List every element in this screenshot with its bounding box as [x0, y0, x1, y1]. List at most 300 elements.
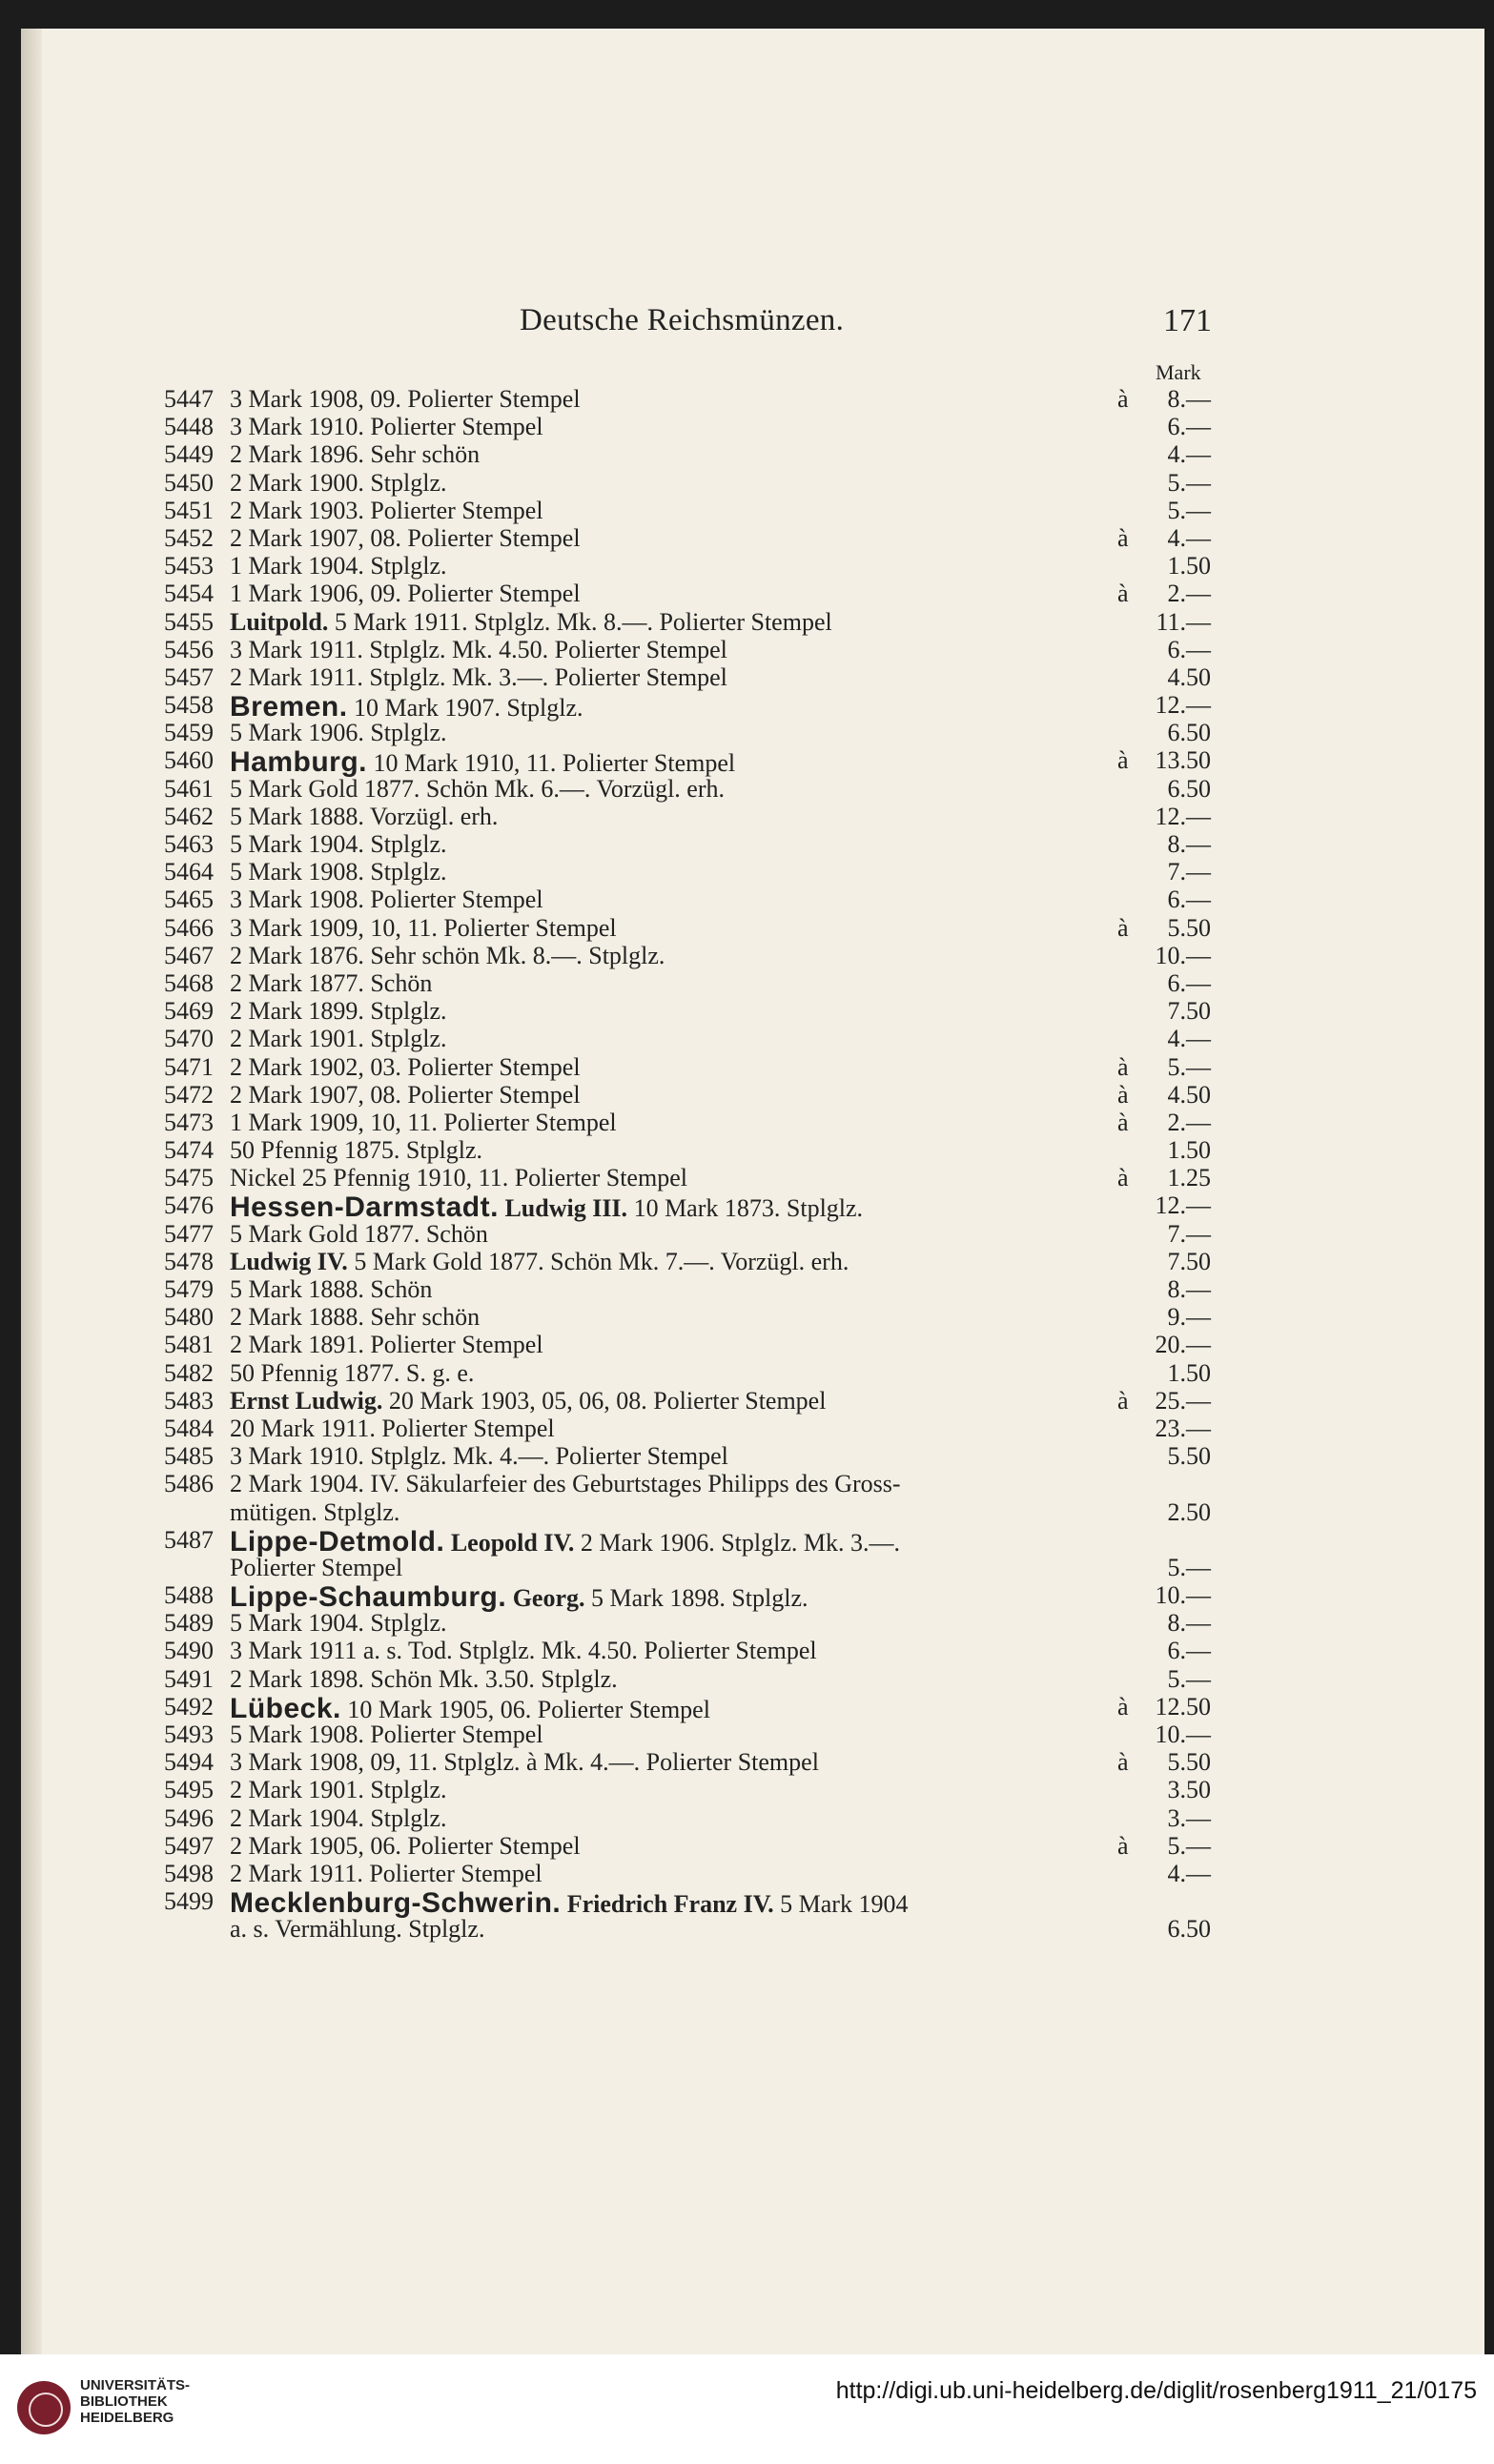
running-header: [0, 303, 1494, 345]
entry-price: 4.—: [1167, 1025, 1211, 1053]
entry-number: 5492: [164, 1692, 214, 1721]
entry-description: [230, 1609, 447, 1638]
entry-description: [230, 1470, 901, 1498]
catalog-entry: [0, 1498, 1494, 1526]
entry-price: 8.—: [1167, 1275, 1211, 1303]
per-piece-marker: à: [1117, 385, 1129, 413]
entry-description: [230, 1554, 402, 1582]
entry-number: 5464: [164, 858, 214, 886]
entry-text: 1 Mark 1904. Stplglz.: [230, 552, 447, 580]
entry-number: 5484: [164, 1414, 214, 1442]
entry-number: 5461: [164, 774, 214, 803]
entry-description: [230, 1081, 581, 1110]
catalog-entry: [0, 1164, 1494, 1191]
catalog-entry: [0, 552, 1494, 580]
entry-text: 10 Mark 1905, 06. Polierter Stempel: [347, 1695, 710, 1723]
state-heading: Lippe-Detmold.: [230, 1525, 445, 1558]
entry-price: 6.50: [1167, 1915, 1211, 1944]
per-piece-marker: à: [1117, 1831, 1129, 1860]
page-title: Deutsche Reichsmünzen.: [520, 303, 845, 337]
entry-price: 2.—: [1167, 580, 1211, 608]
entry-number: 5451: [164, 496, 214, 524]
entry-price: 4.50: [1167, 662, 1211, 691]
entry-number: 5466: [164, 913, 214, 942]
catalog-entry: [0, 663, 1494, 691]
entry-number: 5479: [164, 1275, 214, 1303]
entry-text: 3 Mark 1908. Polierter Stempel: [230, 886, 543, 914]
entry-price: 8.—: [1167, 1609, 1211, 1638]
entry-price: 12.—: [1155, 691, 1211, 720]
catalog-entry: [0, 1804, 1494, 1832]
entry-text: 3 Mark 1908, 09. Polierter Stempel: [230, 385, 581, 413]
entry-text: 10 Mark 1907. Stplglz.: [354, 694, 583, 723]
entry-description: [230, 719, 447, 747]
entry-text: 5 Mark Gold 1877. Schön Mk. 7.—. Vorzügl. erh.: [354, 1247, 849, 1275]
entry-price: 10.—: [1155, 1581, 1211, 1610]
entry-number: 5453: [164, 552, 214, 580]
per-piece-marker: à: [1117, 1386, 1129, 1415]
entry-text: 2 Mark 1902, 03. Polierter Stempel: [230, 1052, 581, 1081]
source-url-link[interactable]: http://digi.ub.uni-heidelberg.de/diglit/rosenberg1911_21/0175: [835, 2377, 1477, 2404]
entry-description: [230, 914, 617, 943]
ruler-heading: Friedrich Franz IV.: [566, 1890, 774, 1919]
per-piece-marker: à: [1117, 580, 1129, 608]
catalog-entry: [0, 1887, 1494, 1920]
catalog-entry: [0, 440, 1494, 468]
entry-text: 2 Mark 1901. Stplglz.: [230, 1025, 447, 1053]
entry-text: 2 Mark 1903. Polierter Stempel: [230, 496, 543, 524]
entry-description: [230, 1331, 543, 1359]
entry-number: 5485: [164, 1442, 214, 1471]
entry-description: [230, 1832, 581, 1861]
entry-text: 2 Mark 1891. Polierter Stempel: [230, 1331, 543, 1359]
entry-number: 5486: [164, 1470, 214, 1498]
entry-number: 5467: [164, 941, 214, 969]
university-seal-icon: [17, 2381, 71, 2434]
entry-number: 5493: [164, 1721, 214, 1748]
entry-description: [230, 1025, 447, 1053]
entry-price: 8.—: [1167, 385, 1211, 413]
entry-number: 5447: [164, 385, 214, 413]
entry-description: [230, 1220, 488, 1249]
state-heading: Mecklenburg-Schwerin.: [230, 1887, 562, 1920]
entry-number: 5498: [164, 1859, 214, 1887]
entry-description: [230, 469, 447, 498]
per-piece-marker: à: [1117, 1052, 1129, 1081]
catalog-entry: [0, 636, 1494, 663]
catalog-entry: [0, 1721, 1494, 1748]
entry-text: 2 Mark 1900. Stplglz.: [230, 468, 447, 497]
entry-description: [230, 608, 832, 637]
entry-price: 1.50: [1167, 552, 1211, 580]
entry-number: 5495: [164, 1776, 214, 1804]
entry-price: 6.—: [1167, 1637, 1211, 1665]
catalog-entry: [0, 1525, 1494, 1558]
entry-price: 10.—: [1155, 1721, 1211, 1748]
catalog-entry: [0, 1191, 1494, 1224]
catalog-entry: [0, 1442, 1494, 1470]
entry-price: 6.—: [1167, 886, 1211, 914]
catalog-entry: [0, 469, 1494, 497]
catalog-entry: [0, 830, 1494, 858]
entry-number: 5470: [164, 1025, 214, 1053]
entry-text: 5 Mark 1904: [780, 1890, 909, 1919]
entry-description: [230, 1776, 447, 1804]
catalog-entry: [0, 803, 1494, 830]
entry-description: [230, 1387, 826, 1415]
catalog-entry: [0, 413, 1494, 440]
entry-price: 5.—: [1167, 1553, 1211, 1581]
catalog-entry: [0, 1415, 1494, 1442]
entry-text: 20 Mark 1903, 05, 06, 08. Polierter Stempel: [388, 1386, 827, 1415]
entry-number: 5496: [164, 1803, 214, 1832]
catalog-entry: [0, 719, 1494, 746]
entry-price: 20.—: [1155, 1331, 1211, 1359]
entry-number: 5462: [164, 802, 214, 830]
entry-number: 5473: [164, 1108, 214, 1136]
catalog-entry: [0, 1053, 1494, 1081]
entry-price: 6.50: [1167, 774, 1211, 803]
entry-number: 5482: [164, 1358, 214, 1387]
catalog-entry: [0, 858, 1494, 886]
catalog-entry: [0, 969, 1494, 997]
entry-description: [230, 636, 727, 664]
catalog-entry: [0, 1025, 1494, 1052]
entry-number: 5499: [164, 1887, 214, 1916]
entry-price: 23.—: [1155, 1414, 1211, 1442]
entry-text: 5 Mark 1908. Polierter Stempel: [230, 1721, 543, 1748]
viewer-footer: [0, 2354, 1494, 2464]
entry-number: 5471: [164, 1052, 214, 1081]
entry-price: 5.—: [1167, 1831, 1211, 1860]
entry-price: 1.50: [1167, 1136, 1211, 1165]
entry-price: 5.—: [1167, 1664, 1211, 1693]
entry-text: 1 Mark 1906, 09. Polierter Stempel: [230, 580, 581, 608]
catalog-entry: [0, 1832, 1494, 1860]
entry-description: [230, 1053, 581, 1082]
entry-text: 3 Mark 1911. Stplglz. Mk. 4.50. Polierter Stempel: [230, 635, 727, 663]
entry-price: 4.—: [1167, 440, 1211, 469]
entry-description: [230, 524, 581, 553]
entry-number: 5474: [164, 1136, 214, 1165]
entry-text: 3 Mark 1911 a. s. Tod. Stplglz. Mk. 4.50. Polierter Stempel: [230, 1637, 817, 1665]
entry-text: 3 Mark 1909, 10, 11. Polierter Stempel: [230, 913, 617, 942]
entry-number: 5478: [164, 1247, 214, 1275]
entry-text: mütigen. Stplglz.: [230, 1497, 400, 1526]
library-logo[interactable]: [17, 2373, 191, 2450]
entry-description: [230, 1275, 432, 1304]
per-piece-marker: à: [1117, 1164, 1129, 1192]
catalog-entry: [0, 691, 1494, 723]
entry-description: [230, 1415, 555, 1443]
catalog-entry: [0, 1387, 1494, 1415]
entry-text: 2 Mark 1901. Stplglz.: [230, 1776, 447, 1804]
entry-description: [230, 997, 447, 1026]
entry-text: 2 Mark 1888. Sehr schön: [230, 1303, 481, 1332]
entry-number: 5463: [164, 830, 214, 858]
entry-text: 2 Mark 1896. Sehr schön: [230, 440, 481, 469]
entry-description: [230, 663, 727, 692]
catalog-entry: [0, 1359, 1494, 1387]
catalog-entry: [0, 580, 1494, 607]
entry-price: 6.—: [1167, 968, 1211, 997]
entry-number: 5475: [164, 1164, 214, 1192]
entry-text: 2 Mark 1911. Stplglz. Mk. 3.—. Polierter Stempel: [230, 662, 727, 691]
entry-description: [230, 858, 447, 886]
per-piece-marker: à: [1117, 913, 1129, 942]
entry-text: 2 Mark 1904. Stplglz.: [230, 1803, 447, 1832]
entry-number: 5487: [164, 1525, 214, 1554]
entry-description: [230, 1248, 849, 1276]
entry-text: 5 Mark 1888. Schön: [230, 1275, 433, 1303]
entry-description: [230, 1748, 819, 1777]
entry-text: 1 Mark 1909, 10, 11. Polierter Stempel: [230, 1108, 617, 1136]
entry-number: 5449: [164, 440, 214, 469]
per-piece-marker: à: [1117, 1080, 1129, 1109]
entry-text: a. s. Vermählung. Stplglz.: [230, 1915, 485, 1944]
catalog-entry: [0, 385, 1494, 413]
entry-number: 5494: [164, 1748, 214, 1777]
catalog-entry: [0, 1776, 1494, 1803]
catalog-entry: [0, 1609, 1494, 1637]
entry-number: 5469: [164, 997, 214, 1026]
entry-number: 5489: [164, 1609, 214, 1638]
catalog-entries: [0, 385, 1494, 1944]
entry-price: 8.—: [1167, 830, 1211, 858]
entry-description: [230, 830, 447, 859]
entry-text: 3 Mark 1910. Polierter Stempel: [230, 413, 543, 441]
state-heading: Bremen.: [230, 691, 348, 723]
catalog-entry: [0, 1637, 1494, 1664]
entry-number: 5465: [164, 886, 214, 914]
entry-price: 6.—: [1167, 413, 1211, 441]
catalog-entry: [0, 997, 1494, 1025]
entry-description: [230, 1136, 482, 1165]
ruler-heading: Ernst Ludwig.: [230, 1386, 383, 1415]
catalog-entry: [0, 1275, 1494, 1303]
entry-description: [230, 1442, 728, 1471]
entry-number: 5480: [164, 1303, 214, 1332]
entry-description: [230, 886, 543, 914]
entry-description: [230, 552, 447, 580]
entry-description: [230, 942, 665, 970]
entry-description: [230, 1359, 474, 1388]
entry-price: 10.—: [1155, 941, 1211, 969]
entry-number: 5468: [164, 968, 214, 997]
catalog-entry: [0, 1109, 1494, 1136]
entry-text: 2 Mark 1906. Stplglz. Mk. 3.—.: [580, 1528, 901, 1557]
entry-price: 5.—: [1167, 468, 1211, 497]
ruler-heading: Ludwig IV.: [230, 1247, 348, 1275]
entry-number: 5491: [164, 1664, 214, 1693]
catalog-entry: [0, 1692, 1494, 1724]
entry-number: 5460: [164, 746, 214, 775]
entry-description: [230, 1637, 817, 1665]
entry-text: 5 Mark 1904. Stplglz.: [230, 1609, 447, 1638]
entry-text: 5 Mark 1911. Stplglz. Mk. 8.—. Polierter Stempel: [334, 607, 832, 636]
ruler-heading: Luitpold.: [230, 607, 329, 636]
entry-price: 6.50: [1167, 719, 1211, 747]
entry-number: 5452: [164, 523, 214, 552]
per-piece-marker: à: [1117, 1108, 1129, 1136]
entry-price: 12.50: [1155, 1692, 1211, 1721]
entry-number: 5457: [164, 662, 214, 691]
catalog-entry: [0, 1581, 1494, 1614]
entry-price: 7.50: [1167, 997, 1211, 1026]
entry-description: [230, 969, 432, 998]
entry-text: 5 Mark 1906. Stplglz.: [230, 719, 447, 747]
entry-text: 50 Pfennig 1877. S. g. e.: [230, 1358, 475, 1387]
entry-description: [230, 775, 725, 804]
entry-price: 6.—: [1167, 635, 1211, 663]
entry-description: [230, 1303, 480, 1332]
entry-price: 25.—: [1155, 1386, 1211, 1415]
entry-text: 5 Mark 1898. Stplglz.: [591, 1584, 808, 1613]
entry-number: 5497: [164, 1831, 214, 1860]
catalog-entry: [0, 942, 1494, 969]
entry-text: 5 Mark Gold 1877. Schön Mk. 6.—. Vorzügl. erh.: [230, 774, 726, 803]
entry-text: Polierter Stempel: [230, 1553, 403, 1581]
catalog-entry: [0, 497, 1494, 524]
entry-number: 5454: [164, 580, 214, 608]
entry-price: 13.50: [1155, 746, 1211, 775]
library-name: UNIVERSITÄTS- BIBLIOTHEK HEIDELBERG: [80, 2377, 191, 2426]
entry-price: 2.50: [1167, 1497, 1211, 1526]
catalog-entry: [0, 1303, 1494, 1331]
entry-text: 50 Pfennig 1875. Stplglz.: [230, 1136, 483, 1165]
entry-price: 5.50: [1167, 1442, 1211, 1471]
entry-text: 2 Mark 1899. Stplglz.: [230, 997, 447, 1026]
entry-text: Nickel 25 Pfennig 1910, 11. Polierter Stempel: [230, 1164, 687, 1192]
entry-price: 5.50: [1167, 1748, 1211, 1777]
entry-description: [230, 440, 480, 469]
entry-description: [230, 385, 581, 414]
entry-price: 7.—: [1167, 1219, 1211, 1248]
entry-description: [230, 413, 543, 441]
entry-text: 3 Mark 1908, 09, 11. Stplglz. à Mk. 4.—. Polierter Stempel: [230, 1748, 819, 1777]
state-heading: Lippe-Schaumburg.: [230, 1581, 507, 1614]
per-piece-marker: à: [1117, 746, 1129, 775]
entry-number: 5458: [164, 691, 214, 720]
entry-price: 5.—: [1167, 1052, 1211, 1081]
catalog-entry: [0, 1248, 1494, 1275]
catalog-entry: [0, 1665, 1494, 1693]
entry-description: [230, 1164, 687, 1192]
entry-text: 5 Mark 1904. Stplglz.: [230, 830, 447, 858]
entry-price: 4.—: [1167, 1859, 1211, 1887]
entry-number: 5481: [164, 1331, 214, 1359]
entry-price: 5.50: [1167, 913, 1211, 942]
entry-number: 5472: [164, 1080, 214, 1109]
entry-text: 2 Mark 1907, 08. Polierter Stempel: [230, 1080, 581, 1109]
per-piece-marker: à: [1117, 523, 1129, 552]
entry-price: 9.—: [1167, 1303, 1211, 1332]
ruler-heading: Ludwig III.: [504, 1194, 628, 1223]
catalog-entry: [0, 1220, 1494, 1248]
entry-number: 5459: [164, 719, 214, 747]
catalog-entry: [0, 1860, 1494, 1887]
entry-text: 2 Mark 1877. Schön: [230, 968, 433, 997]
entry-price: 1.50: [1167, 1358, 1211, 1387]
entry-description: [230, 1665, 618, 1694]
entry-price: 1.25: [1167, 1164, 1211, 1192]
entry-price: 4.50: [1167, 1080, 1211, 1109]
state-heading: Hamburg.: [230, 746, 368, 779]
entry-text: 2 Mark 1911. Polierter Stempel: [230, 1859, 542, 1887]
entry-description: [230, 1109, 617, 1137]
entry-number: 5490: [164, 1637, 214, 1665]
catalog-entry: [0, 886, 1494, 913]
entry-price: 12.—: [1155, 802, 1211, 830]
entry-text: 20 Mark 1911. Polierter Stempel: [230, 1414, 555, 1442]
catalog-entry: [0, 1915, 1494, 1943]
state-heading: Lübeck.: [230, 1692, 341, 1724]
catalog-entry: [0, 1748, 1494, 1776]
catalog-entry: [0, 608, 1494, 636]
entry-text: 3 Mark 1910. Stplglz. Mk. 4.—. Polierter Stempel: [230, 1442, 728, 1471]
entry-description: [230, 580, 581, 608]
entry-text: 10 Mark 1910, 11. Polierter Stempel: [373, 749, 736, 778]
entry-description: [230, 1915, 484, 1944]
entry-number: 5456: [164, 635, 214, 663]
per-piece-marker: à: [1117, 1692, 1129, 1721]
entry-text: 10 Mark 1873. Stplglz.: [633, 1194, 864, 1223]
entry-number: 5488: [164, 1581, 214, 1610]
entry-number: 5483: [164, 1386, 214, 1415]
entry-text: 2 Mark 1898. Schön Mk. 3.50. Stplglz.: [230, 1664, 618, 1693]
entry-price: 7.—: [1167, 858, 1211, 886]
entry-number: 5455: [164, 607, 214, 636]
entry-text: 2 Mark 1904. IV. Säkularfeier des Geburtstages Philipps des Gross-: [230, 1470, 901, 1498]
catalog-entry: [0, 1470, 1494, 1497]
entry-price: 3.—: [1167, 1803, 1211, 1832]
entry-description: [230, 497, 543, 525]
entry-price: 12.—: [1155, 1191, 1211, 1220]
price-column-label: Mark: [1156, 360, 1201, 384]
per-piece-marker: à: [1117, 1748, 1129, 1777]
entry-description: [230, 803, 498, 831]
entry-description: [230, 1860, 542, 1888]
entry-price: 5.—: [1167, 496, 1211, 524]
entry-price: 7.50: [1167, 1247, 1211, 1275]
catalog-entry: [0, 524, 1494, 552]
entry-description: [230, 1498, 399, 1527]
entry-text: 2 Mark 1907, 08. Polierter Stempel: [230, 523, 581, 552]
entry-price: 3.50: [1167, 1776, 1211, 1804]
entry-number: 5476: [164, 1191, 214, 1220]
ruler-heading: Georg.: [512, 1584, 585, 1613]
catalog-entry: [0, 914, 1494, 942]
entry-text: 2 Mark 1876. Sehr schön Mk. 8.—. Stplglz.: [230, 941, 665, 969]
catalog-entry: [0, 1136, 1494, 1164]
entry-price: 2.—: [1167, 1108, 1211, 1136]
entry-text: 5 Mark 1908. Stplglz.: [230, 858, 447, 886]
catalog-entry: [0, 1331, 1494, 1358]
entry-number: 5450: [164, 468, 214, 497]
entry-price: 11.—: [1156, 607, 1211, 636]
catalog-entry: [0, 775, 1494, 803]
page-number: 171: [1163, 303, 1212, 338]
entry-price: 4.—: [1167, 523, 1211, 552]
entry-description: [230, 1804, 447, 1833]
entry-text: 2 Mark 1905, 06. Polierter Stempel: [230, 1831, 581, 1860]
entry-number: 5477: [164, 1219, 214, 1248]
entry-description: [230, 1721, 543, 1749]
entry-number: 5448: [164, 413, 214, 441]
ruler-heading: Leopold IV.: [450, 1528, 575, 1557]
catalog-entry: [0, 746, 1494, 779]
catalog-entry: [0, 1554, 1494, 1581]
